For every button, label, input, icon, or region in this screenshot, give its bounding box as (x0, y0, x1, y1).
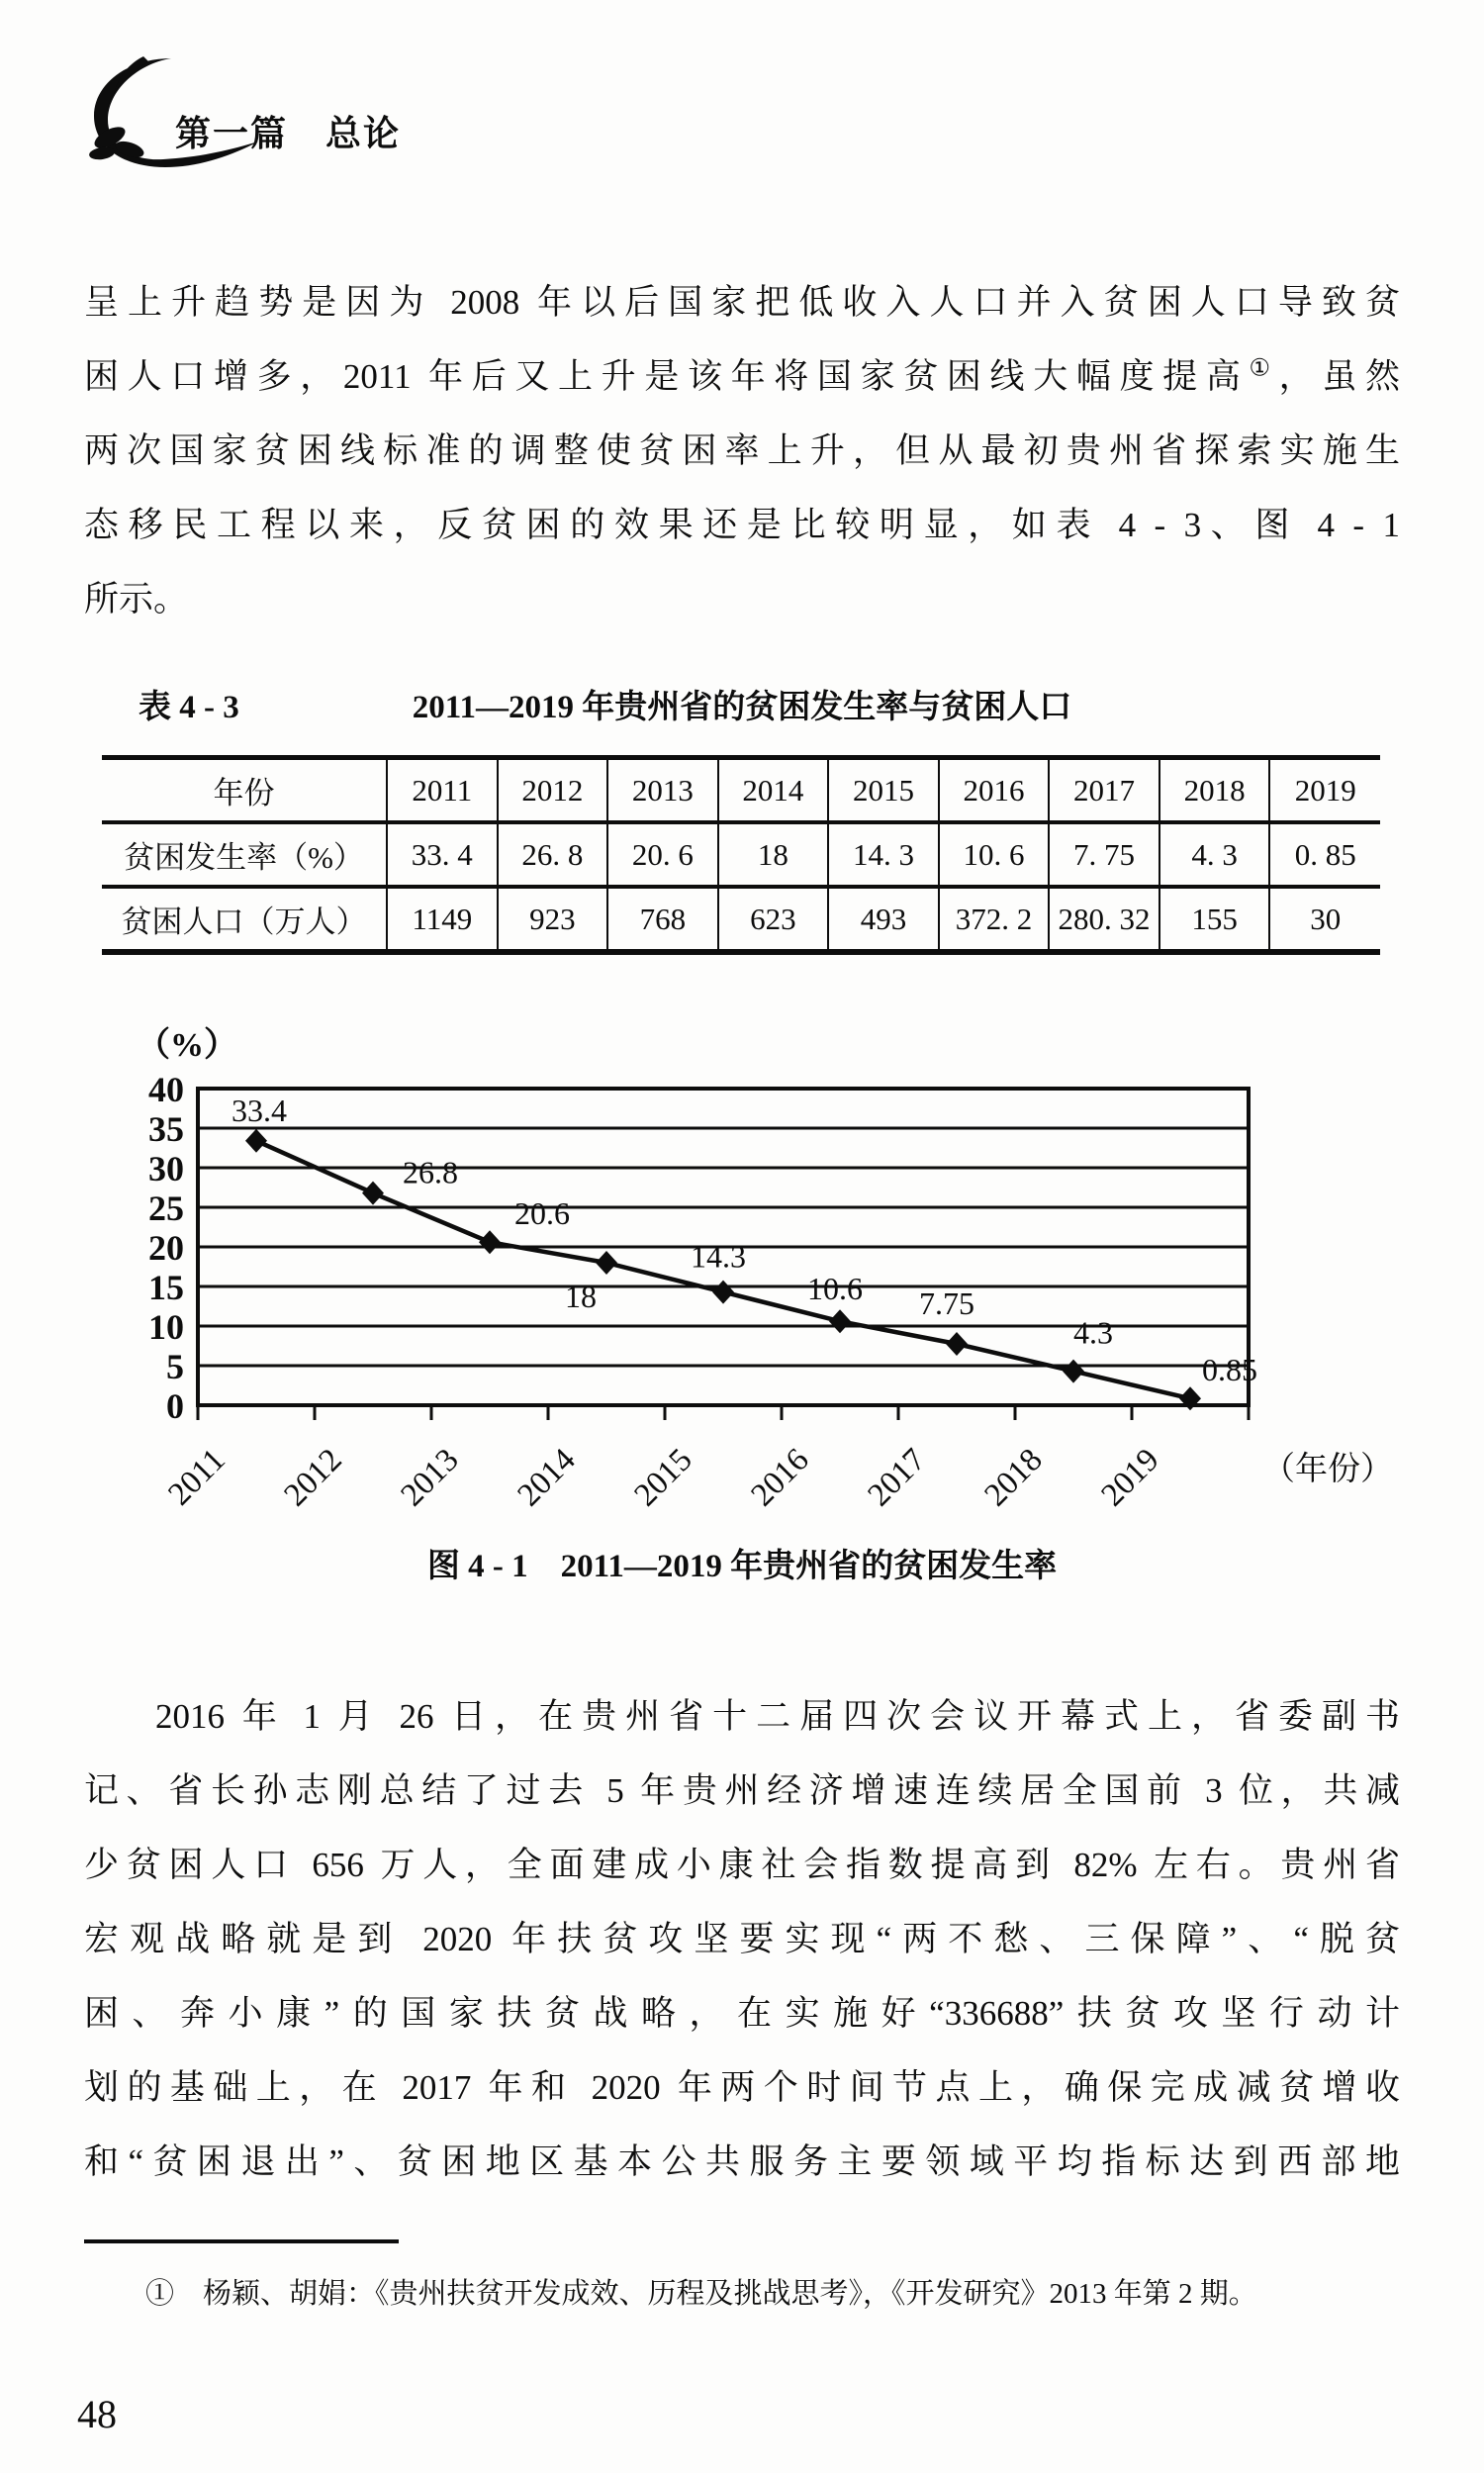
data-label: 26.8 (403, 1154, 458, 1190)
x-category-label: 2019 (1094, 1442, 1166, 1514)
table-cell: 493 (828, 887, 939, 952)
section-title: 第一篇 总论 (175, 113, 402, 153)
data-label: 14.3 (691, 1238, 746, 1275)
data-point (1063, 1360, 1084, 1383)
table-cell: 贫困人口（万人） (121, 904, 367, 939)
table-title: 2011—2019 年贵州省的贫困发生率与贫困人口 (412, 690, 1072, 725)
x-category-label: 2018 (977, 1442, 1050, 1514)
x-category-label: 2012 (277, 1442, 349, 1514)
table-row (102, 887, 1380, 952)
table-header-cell: 2019 (1269, 758, 1380, 823)
table-header-cell: 2013 (607, 758, 718, 823)
table-cell: 10. 6 (939, 822, 1050, 887)
table-caption (84, 681, 1400, 728)
table-header-cell: 2016 (939, 758, 1050, 823)
x-category-label: 2014 (510, 1442, 583, 1514)
table-cell: 33. 4 (387, 822, 498, 887)
data-point (596, 1251, 617, 1275)
x-category-label: 2016 (744, 1442, 816, 1514)
data-label: 7.75 (919, 1285, 974, 1321)
text-line: 划的基础上，在 2017 年和 2020 年两个时间节点上，确保完成减贫增收 (84, 2068, 1400, 2107)
table-cell: 372. 2 (939, 887, 1050, 952)
text-line: 所示。 (84, 580, 189, 618)
data-point (946, 1332, 968, 1356)
y-tick-label: 0 (166, 1386, 184, 1426)
text-segment: ，虽然 (1278, 357, 1400, 396)
table-header-cell: 2017 (1049, 758, 1159, 823)
y-tick-label: 35 (148, 1109, 184, 1149)
table-header-cell: 2011 (387, 758, 498, 823)
table-header-cell: 2018 (1159, 758, 1270, 823)
table-header-row (102, 758, 1380, 823)
paragraph-1 (84, 265, 1400, 636)
table-cell: 155 (1159, 887, 1270, 952)
poverty-data-table (102, 755, 1380, 955)
y-tick-label: 5 (166, 1347, 184, 1386)
table-cell: 1149 (387, 887, 498, 952)
paragraph-2 (84, 1679, 1400, 2199)
data-label: 20.6 (514, 1195, 570, 1232)
table-cell: 20. 6 (607, 822, 718, 887)
text-line: 2016 年 1 月 26 日，在贵州省十二届四次会议开幕式上，省委副书 (155, 1697, 1400, 1736)
text-line: 呈上升趋势是因为 2008 年以后国家把低收入人口并入贫困人口导致贫 (84, 283, 1400, 322)
footnote-divider (84, 2239, 399, 2243)
text-line: 态移民工程以来，反贫困的效果还是比较明显，如表 4 - 3、图 4 - 1 (84, 506, 1400, 544)
figure-caption: 图 4 - 1 2011—2019 年贵州省的贫困发生率 (426, 1549, 1058, 1584)
y-tick-label: 25 (148, 1189, 184, 1228)
y-tick-label: 15 (148, 1268, 184, 1307)
data-label: 18 (565, 1279, 597, 1314)
text-line: 困、奔小康”的国家扶贫战略，在实施好“336688”扶贫攻坚行动计 (84, 1994, 1400, 2033)
text-line (84, 339, 1400, 414)
table-cell: 923 (498, 887, 608, 952)
text-line: 记、省长孙志刚总结了过去 5 年贵州经济增速连续居全国前 3 位，共减 (84, 1771, 1400, 1810)
table-cell: 30 (1269, 887, 1380, 952)
table-cell: 768 (607, 887, 718, 952)
text-line: 和“贫困退出”、贫困地区基本公共服务主要领域平均指标达到西部地 (84, 2142, 1400, 2181)
x-category-label: 2017 (861, 1442, 933, 1514)
table-cell: 280. 32 (1049, 887, 1159, 952)
data-label: 10.6 (807, 1271, 863, 1307)
data-label: 33.4 (232, 1092, 287, 1128)
table-header-cell: 2014 (718, 758, 829, 823)
data-label: 0.85 (1202, 1352, 1257, 1388)
data-label: 4.3 (1073, 1314, 1113, 1351)
table-label: 表 4 - 3 (139, 690, 239, 725)
data-point (829, 1309, 851, 1333)
table-cell: 4. 3 (1159, 822, 1270, 887)
x-axis-label: （年份） (1262, 1452, 1393, 1487)
table-cell: 7. 75 (1049, 822, 1159, 887)
footnote-marker: ① (1249, 355, 1279, 382)
y-tick-label: 30 (148, 1149, 184, 1189)
x-category-label: 2015 (627, 1442, 699, 1514)
data-point (712, 1281, 734, 1304)
data-point (362, 1182, 384, 1205)
table-cell: 18 (718, 822, 829, 887)
table-header-cell: 2012 (498, 758, 608, 823)
page-number: 48 (77, 2392, 117, 2436)
text-line: 少贫困人口 656 万人，全面建成小康社会指数提高到 82% 左右。贵州省 (84, 1846, 1400, 1884)
text-segment: 困人口增多，2011 年后又上升是该年将国家贫困线大幅度提高 (84, 357, 1250, 396)
table-header-cell: 年份 (213, 776, 275, 810)
table-header-cell: 2015 (828, 758, 939, 823)
footnote-text: ① 杨颖、胡娟：《贵州扶贫开发成效、历程及挑战思考》，《开发研究》2013 年第 2 期。 (145, 2278, 1257, 2310)
x-category-label: 2011 (161, 1442, 232, 1513)
x-category-label: 2013 (394, 1442, 466, 1514)
data-point (479, 1230, 501, 1254)
table-cell: 26. 8 (498, 822, 608, 887)
data-point (245, 1129, 267, 1153)
y-tick-label: 10 (148, 1307, 184, 1347)
text-line: 宏观战略就是到 2020 年扶贫攻坚要实现“两不愁、三保障”、“脱贫 (84, 1920, 1400, 1958)
table-row (102, 822, 1380, 887)
y-tick-label: 40 (148, 1070, 184, 1109)
text-line: 两次国家贫困线标准的调整使贫困率上升，但从最初贵州省探索实施生 (84, 431, 1400, 470)
table-cell: 0. 85 (1269, 822, 1380, 887)
y-axis-label: （%） (137, 1027, 237, 1064)
table-cell: 14. 3 (828, 822, 939, 887)
table-cell: 623 (718, 887, 829, 952)
table-cell: 贫困发生率（%） (124, 840, 364, 875)
y-tick-label: 20 (148, 1228, 184, 1268)
poverty-rate-chart (79, 1004, 1405, 1544)
